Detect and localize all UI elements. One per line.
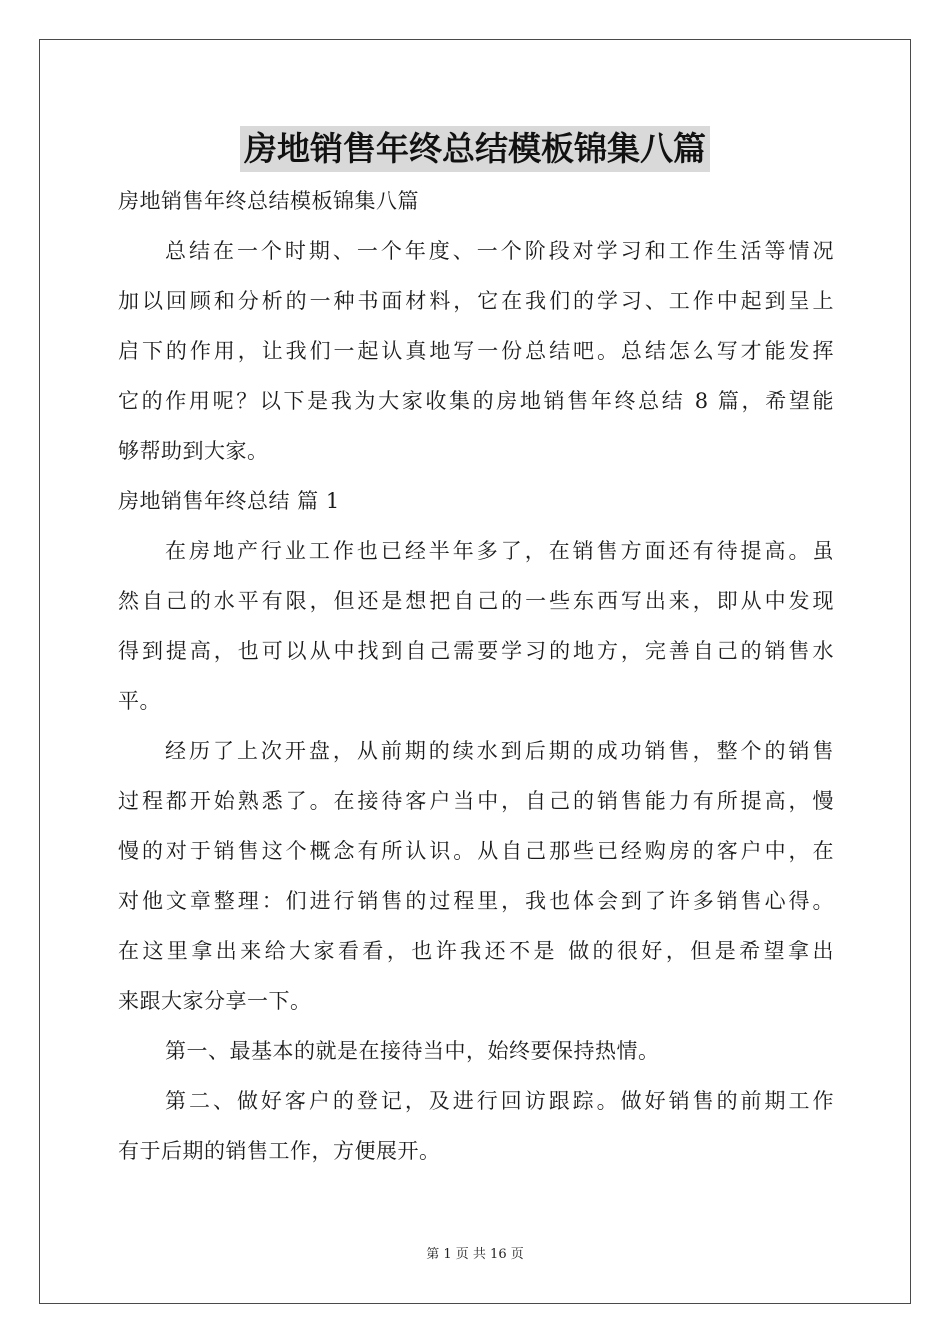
body-line: 对他文章整理：们进行销售的过程里，我也体会到了许多销售心得。 [118,889,834,913]
page-footer: 第 1 页 共 16 页 [426,1247,524,1262]
body-line: 经历了上次开盘，从前期的续水到后期的成功销售，整个的销售 [165,739,834,763]
body-line: 第二、做好客户的登记，及进行回访跟踪。做好销售的前期工作 [165,1089,834,1113]
body-line: 第一、最基本的就是在接待当中，始终要保持热情。 [165,1039,660,1063]
document-body [118,176,834,1176]
body-line: 有于后期的销售工作，方便展开。 [118,1139,441,1163]
body-line: 得到提高，也可以从中找到自己需要学习的地方，完善自己的销售水 [118,639,834,663]
subtitle-line: 房地销售年终总结模板锦集八篇 [118,189,419,213]
body-line: 然自己的水平有限，但还是想把自己的一些东西写出来，即从中发现 [118,589,834,613]
body-line: 总结在一个时期、一个年度、一个阶段对学习和工作生活等情况 [165,239,834,263]
body-line: 过程都开始熟悉了。在接待客户当中，自己的销售能力有所提高，慢 [118,789,834,813]
section-heading: 房地销售年终总结 篇 1 [118,489,340,513]
body-line: 够帮助到大家。 [118,439,269,463]
body-line: 慢的对于销售这个概念有所认识。从自己那些已经购房的客户中，在 [118,839,834,863]
body-line: 平。 [118,689,161,713]
document-title: 房地销售年终总结模板锦集八篇 [240,126,710,172]
body-line: 在这里拿出来给大家看看，也许我还不是 做的很好，但是希望拿出 [118,939,834,963]
title-container [0,126,950,172]
body-line: 它的作用呢？以下是我为大家收集的房地销售年终总结 8 篇，希望能 [118,389,834,413]
body-line: 来跟大家分享一下。 [118,989,312,1013]
body-line: 启下的作用，让我们一起认真地写一份总结吧。总结怎么写才能发挥 [118,339,834,363]
body-line: 加以回顾和分析的一种书面材料，它在我们的学习、工作中起到呈上 [118,289,834,313]
body-line: 在房地产行业工作也已经半年多了，在销售方面还有待提高。虽 [165,539,834,563]
